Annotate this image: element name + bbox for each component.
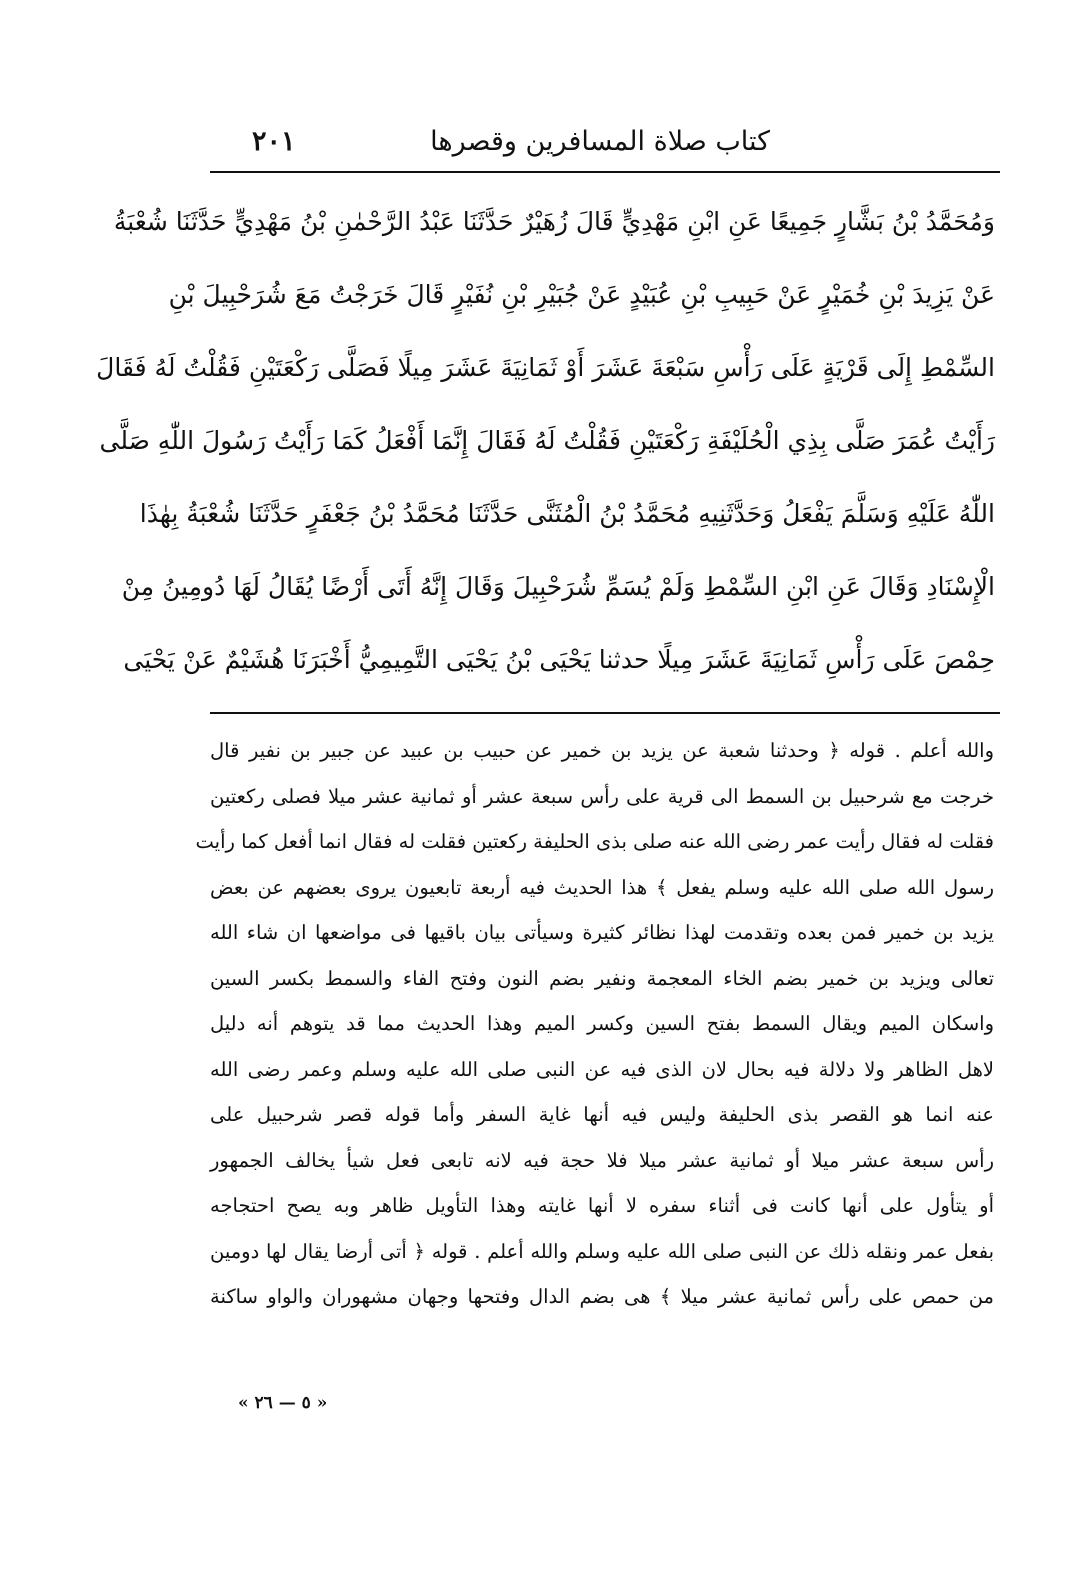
page-number: ٢٠١ <box>252 126 296 157</box>
commentary-line: رسول الله صلى الله عليه وسلم يفعل ﴾ هذا الحديث فيه أربعة تابعيون يروى بعضهم عن بعض <box>210 875 994 899</box>
main-text-line: السِّمْطِ إِلَى قَرْيَةٍ عَلَى رَأْسِ سَبْعَةَ عَشَرَ أَوْ ثَمَانِيَةَ عَشَرَ مِيلًا فَصَلَّى رَكْعَتَيْنِ فَقُلْتُ لَهُ فَقَالَ <box>96 353 995 382</box>
printer-signature-mark: « ٥ — ٢٦ » <box>238 1393 328 1413</box>
commentary-line: لاهل الظاهر ولا دلالة فيه بحال لان الذى فيه عن النبى صلى الله عليه وسلم وعمر رضى الله <box>210 1057 994 1081</box>
commentary-line: والله أعلم . قوله ﴿ وحدثنا شعبة عن يزيد بن خمير عن حبيب بن عبيد عن جبير بن نفير قال <box>210 739 994 762</box>
page-header <box>210 118 1000 170</box>
main-text-line: عَنْ يَزِيدَ بْنِ خُمَيْرٍ عَنْ حَبِيبِ بْنِ عُبَيْدٍ عَنْ جُبَيْرِ بْنِ نُفَيْرٍ قَالَ خَرَجْتُ مَعَ شُرَحْبِيلَ بْنِ <box>168 280 995 309</box>
main-text-line: حِمْصَ عَلَى رَأْسِ ثَمَانِيَةَ عَشَرَ مِيلًا حدثنا يَحْيَى بْنُ يَحْيَى التَّمِيمِيُّ أَخْبَرَنَا هُشَيْمٌ عَنْ يَحْيَى <box>123 645 995 674</box>
commentary-line: واسكان الميم ويقال السمط بفتح السين وكسر الميم وهذا الحديث مما قد يتوهم أنه دليل <box>210 1012 994 1035</box>
main-text-line: رَأَيْتُ عُمَرَ صَلَّى بِذِي الْحُلَيْفَةِ رَكْعَتَيْنِ فَقُلْتُ لَهُ فَقَالَ إِنَّمَا أَفْعَلُ كَمَا رَأَيْتُ رَسُولَ اللّٰهِ صَلَّى <box>99 426 995 455</box>
commentary-line: من حمص على رأس ثمانية عشر ميلا ﴾ هى بضم الدال وفتحها وجهان مشهوران والواو ساكنة <box>210 1285 994 1308</box>
commentary-line: يزيد بن خمير فمن بعده وتقدمت لهذا نظائر كثيرة وسيأتى بيان باقيها فى مواضعها ان شاء الله <box>210 921 994 944</box>
running-title: كتاب صلاة المسافرين وقصرها <box>430 126 770 157</box>
commentary-line: فقلت له فقال رأيت عمر رضى الله عنه صلى بذى الحليفة ركعتين فقلت له فقال انما أفعل كما رأيت <box>195 830 994 853</box>
main-text-line: اللّٰهُ عَلَيْهِ وَسَلَّمَ يَفْعَلُ وَحَدَّثَنِيهِ مُحَمَّدُ بْنُ الْمُثَنَّى حَدَّثَنَا مُحَمَّدُ بْنُ جَعْفَرٍ حَدَّثَنَا شُعْبَةُ بِهٰذَا <box>139 499 995 528</box>
commentary-line: تعالى ويزيد بن خمير بضم الخاء المعجمة ونفير بضم النون وفتح الفاء والسمط بكسر السين <box>210 966 994 990</box>
commentary-line: رأس سبعة عشر ميلا أو ثمانية عشر ميلا فلا حجة فيه لانه تابعى فعل شيأ يخالف الجمهور <box>210 1148 994 1172</box>
commentary-line: بفعل عمر ونقله ذلك عن النبى صلى الله عليه وسلم والله أعلم . قوله ﴿ أتى أرضا يقال لها دومين <box>210 1239 994 1263</box>
header-divider <box>210 171 1000 173</box>
commentary-text <box>195 728 994 1320</box>
main-text-line: وَمُحَمَّدُ بْنُ بَشَّارٍ جَمِيعًا عَنِ ابْنِ مَهْدِيٍّ قَالَ زُهَيْرٌ حَدَّثَنَا عَبْدُ الرَّحْمٰنِ بْنُ مَهْدِيٍّ حَدَّثَنَا شُعْبَةُ <box>113 207 995 236</box>
hadith-main-text <box>96 185 995 696</box>
commentary-divider <box>210 712 1000 714</box>
main-text-line: الْإِسْنَادِ وَقَالَ عَنِ ابْنِ السِّمْطِ وَلَمْ يُسَمِّ شُرَحْبِيلَ وَقَالَ إِنَّهُ أَتَى أَرْضًا يُقَالُ لَهَا دُومِينُ مِنْ <box>121 572 995 601</box>
commentary-line: أو يتأول على أنها كانت فى أثناء سفره لا أنها غايته وهذا التأويل ظاهر وبه يصح احتجاجه <box>210 1194 994 1217</box>
commentary-line: خرجت مع شرحبيل بن السمط الى قرية على رأس سبعة عشر أو ثمانية عشر ميلا فصلى ركعتين <box>210 784 994 808</box>
commentary-line: عنه انما هو القصر بذى الحليفة وليس فيه أنها غاية السفر وأما قوله قصر شرحبيل على <box>210 1103 994 1126</box>
